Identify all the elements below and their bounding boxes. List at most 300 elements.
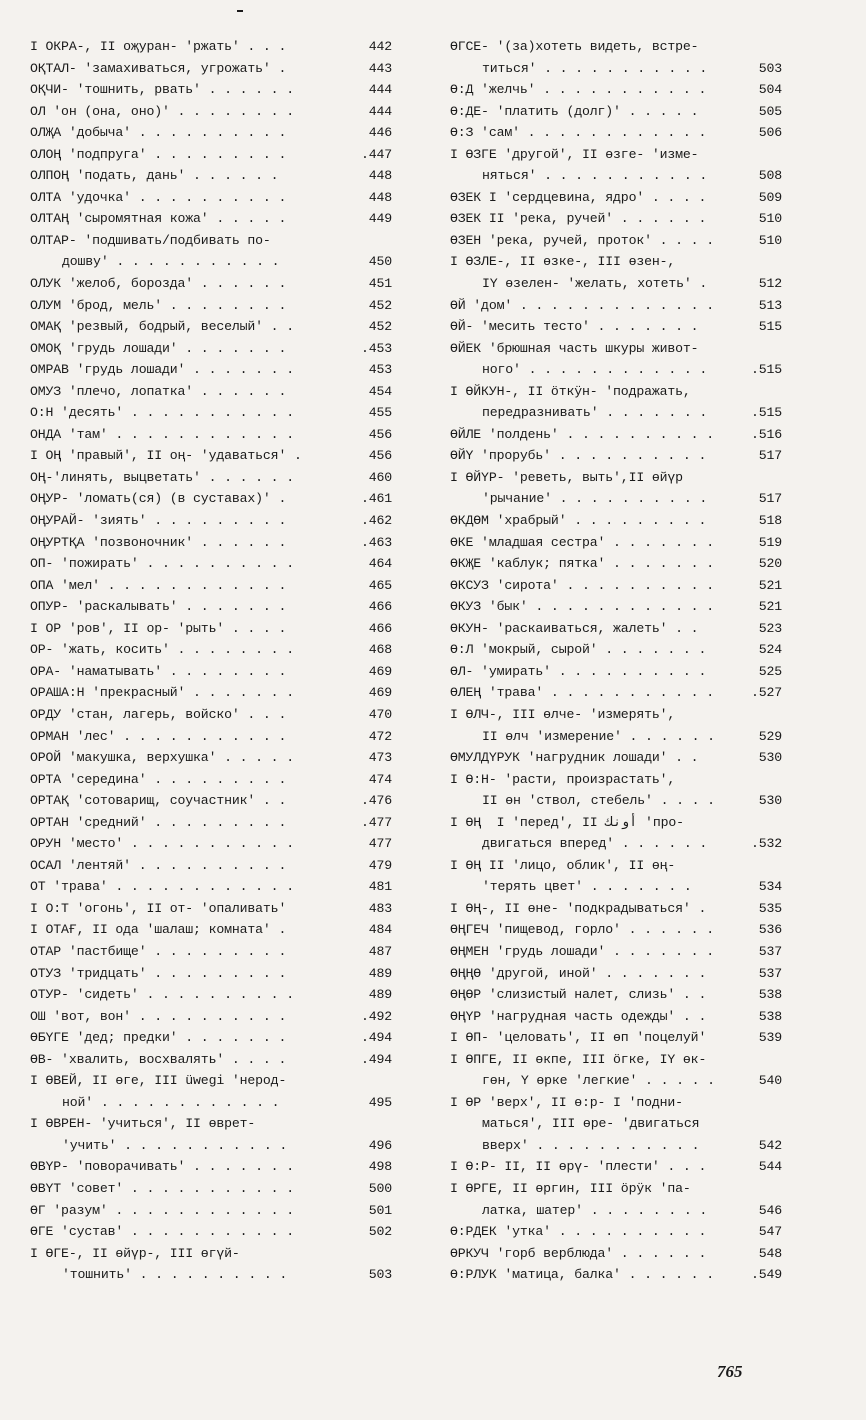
entry-text: ОСАЛ 'лентяй' . . . . . . . . . . bbox=[30, 857, 287, 873]
index-entry bbox=[450, 532, 782, 554]
index-entry bbox=[30, 1006, 392, 1028]
entry-page-ref: 512 bbox=[758, 276, 782, 292]
entry-page-ref: 506 bbox=[758, 125, 782, 141]
entry-text: ОМАҚ 'резвый, бодрый, веселый' . . bbox=[30, 319, 294, 335]
index-entry bbox=[30, 510, 392, 532]
entry-page-ref: 470 bbox=[368, 706, 392, 722]
entry-text: ОЛПОҢ 'подать, дань' . . . . . . bbox=[30, 168, 279, 184]
entry-text: ОЛТАР- 'подшивать/подбивать по- bbox=[30, 232, 271, 248]
index-entry bbox=[450, 963, 782, 985]
index-entry bbox=[30, 790, 392, 812]
entry-text: ОЛОҢ 'подпруга' . . . . . . . . . bbox=[30, 146, 287, 162]
index-entry bbox=[450, 1049, 782, 1092]
index-entry bbox=[30, 726, 392, 748]
index-entry bbox=[30, 919, 392, 941]
index-entry bbox=[30, 58, 392, 80]
index-entry bbox=[450, 316, 782, 338]
entry-text: ӨҢӨР 'слизистый налет, слизь' . . bbox=[450, 987, 707, 1003]
entry-text: ОРТАН 'средний' . . . . . . . . . bbox=[30, 814, 287, 830]
entry-text: ӨВҮР- 'поворачивать' . . . . . . . bbox=[30, 1159, 294, 1175]
entry-text: 'учить' . . . . . . . . . . . bbox=[62, 1137, 288, 1153]
entry-text: маться', III өре- 'двигаться bbox=[482, 1116, 700, 1132]
index-entry bbox=[450, 553, 782, 575]
entry-text: ӨКҖЕ 'каблук; пятка' . . . . . . . bbox=[450, 556, 714, 572]
index-entry bbox=[30, 1200, 392, 1222]
entry-page-ref: 450 bbox=[368, 254, 392, 270]
entry-page-ref: 536 bbox=[758, 922, 782, 938]
entry-page-ref: 544 bbox=[758, 1159, 782, 1175]
entry-page-ref: 473 bbox=[368, 750, 392, 766]
entry-page-ref: 444 bbox=[368, 82, 392, 98]
entry-page-ref: 469 bbox=[368, 663, 392, 679]
entry-text: ӨЙ 'дом' . . . . . . . . . . . . . bbox=[450, 297, 714, 313]
entry-page-ref: 502 bbox=[368, 1224, 392, 1240]
entry-text: I ӨЗГЕ 'другой', II өзге- 'изме- bbox=[450, 146, 699, 162]
entry-page-ref: 495 bbox=[368, 1094, 392, 1110]
entry-page-ref: 443 bbox=[368, 60, 392, 76]
index-entry bbox=[450, 769, 782, 812]
entry-text: ӨКСУЗ 'сирота' . . . . . . . . . . bbox=[450, 577, 714, 593]
index-entry bbox=[30, 359, 392, 381]
index-entry bbox=[30, 273, 392, 295]
entry-page-ref: 455 bbox=[368, 405, 392, 421]
entry-text: ӨГСЕ- '(за)хотеть видеть, встре- bbox=[450, 39, 699, 54]
index-entry bbox=[30, 876, 392, 898]
entry-text: I Ө:Н- 'расти, произрастать', bbox=[450, 771, 676, 787]
entry-page-ref: 503 bbox=[758, 60, 782, 76]
entry-text: ӨЗЕН 'река, ручей, проток' . . . . bbox=[450, 232, 714, 248]
entry-text: ӨКУЗ 'бык' . . . . . . . . . . . . bbox=[450, 599, 714, 615]
index-entry bbox=[30, 424, 392, 446]
entry-text: ОТАР 'пастбище' . . . . . . . . . bbox=[30, 943, 287, 959]
entry-text: ОРТА 'середина' . . . . . . . . . bbox=[30, 771, 287, 787]
index-entry bbox=[30, 295, 392, 317]
entry-text: ОЛТАҢ 'сыромятная кожа' . . . . . bbox=[30, 211, 287, 227]
index-entry bbox=[30, 553, 392, 575]
entry-page-ref: 539 bbox=[758, 1030, 782, 1046]
entry-page-ref: 537 bbox=[758, 965, 782, 981]
index-entry bbox=[30, 941, 392, 963]
index-entry bbox=[450, 187, 782, 209]
index-entry bbox=[30, 402, 392, 424]
entry-text: ӨМУЛДҮРУК 'нагрудник лошади' . . bbox=[450, 750, 699, 766]
entry-page-ref: 513 bbox=[758, 297, 782, 313]
entry-page-ref: 525 bbox=[758, 663, 782, 679]
entry-page-ref: 489 bbox=[368, 987, 392, 1003]
index-entry bbox=[30, 769, 392, 791]
entry-page-ref: 505 bbox=[758, 103, 782, 119]
index-entry bbox=[30, 812, 392, 834]
entry-text: II өлч 'измерение' . . . . . . bbox=[482, 728, 715, 744]
index-entry bbox=[30, 488, 392, 510]
index-entry bbox=[30, 704, 392, 726]
entry-text: ОПУР- 'раскалывать' . . . . . . . bbox=[30, 599, 287, 615]
index-entry bbox=[450, 1006, 782, 1028]
entry-text: ОЛТА 'удочка' . . . . . . . . . . bbox=[30, 189, 287, 205]
entry-text: ОРОЙ 'макушка, верхушка' . . . . . bbox=[30, 750, 294, 766]
entry-page-ref: 542 bbox=[758, 1137, 782, 1153]
entry-text: I ӨҢ II 'лицо, облик', II өң- bbox=[450, 857, 676, 873]
index-entry bbox=[30, 467, 392, 489]
entry-page-ref: 453 bbox=[368, 362, 392, 378]
index-entry bbox=[450, 984, 782, 1006]
index-column-left bbox=[30, 36, 392, 1286]
index-entry bbox=[30, 230, 392, 273]
index-entry bbox=[450, 144, 782, 187]
index-entry bbox=[450, 101, 782, 123]
entry-text: I ОТАҒ, II ода 'шалаш; комната' . bbox=[30, 922, 287, 938]
entry-text: ӨГ 'разум' . . . . . . . . . . . . bbox=[30, 1202, 294, 1218]
index-entry bbox=[450, 1221, 782, 1243]
entry-page-ref: 477 bbox=[368, 836, 392, 852]
entry-page-ref: 468 bbox=[368, 642, 392, 658]
entry-text: ОП- 'пожирать' . . . . . . . . . . bbox=[30, 556, 294, 572]
entry-page-ref: 518 bbox=[758, 513, 782, 529]
entry-text: двигаться вперед' . . . . . . bbox=[482, 836, 708, 852]
entry-page-ref: 508 bbox=[758, 168, 782, 184]
entry-page-ref: 530 bbox=[758, 793, 782, 809]
entry-text: ОРМАН 'лес' . . . . . . . . . . . bbox=[30, 728, 287, 744]
entry-text: Ө:РДЕК 'утка' . . . . . . . . . . bbox=[450, 1224, 707, 1240]
index-entry bbox=[30, 144, 392, 166]
entry-page-ref: 523 bbox=[758, 620, 782, 636]
index-entry bbox=[30, 122, 392, 144]
entry-text: передразнивать' . . . . . . . bbox=[482, 405, 708, 421]
entry-text: ӨКЕ 'младшая сестра' . . . . . . . bbox=[450, 534, 714, 550]
entry-page-ref: 484 bbox=[368, 922, 392, 938]
index-entry bbox=[450, 919, 782, 941]
index-entry bbox=[30, 984, 392, 1006]
index-entry bbox=[450, 1243, 782, 1265]
entry-text: ОМОҚ 'грудь лошади' . . . . . . . bbox=[30, 340, 287, 356]
entry-page-ref: .494 bbox=[360, 1051, 392, 1067]
entry-text: Ө:Л 'мокрый, сырой' . . . . . . . bbox=[450, 642, 707, 658]
entry-page-ref: 487 bbox=[368, 943, 392, 959]
index-entry bbox=[30, 833, 392, 855]
entry-page-ref: .476 bbox=[360, 793, 392, 809]
entry-page-ref: 535 bbox=[758, 900, 782, 916]
entry-page-ref: 529 bbox=[758, 728, 782, 744]
index-entry bbox=[450, 682, 782, 704]
index-entry bbox=[30, 1027, 392, 1049]
index-entry bbox=[450, 338, 782, 381]
index-entry bbox=[450, 1178, 782, 1221]
entry-text: ӨКУН- 'раскаиваться, жалеть' . . bbox=[450, 620, 699, 636]
entry-text: ӨЙЕК 'брюшная часть шкуры живот- bbox=[450, 340, 699, 356]
entry-page-ref: 444 bbox=[368, 103, 392, 119]
index-entry bbox=[30, 381, 392, 403]
index-entry bbox=[450, 704, 782, 747]
index-entry bbox=[30, 36, 392, 58]
entry-text: I ӨҢ-, II өне- 'подкрадываться' . bbox=[450, 900, 707, 916]
entry-text: I ОР 'ров', II ор- 'рыть' . . . . bbox=[30, 620, 287, 636]
entry-text: ОЛҖА 'добыча' . . . . . . . . . . bbox=[30, 125, 287, 141]
entry-page-ref: .515 bbox=[750, 362, 782, 378]
entry-page-ref: 465 bbox=[368, 577, 392, 593]
index-entry bbox=[30, 575, 392, 597]
index-entry bbox=[450, 79, 782, 101]
index-entry bbox=[450, 812, 782, 855]
entry-page-ref: 496 bbox=[368, 1137, 392, 1153]
index-entry bbox=[450, 596, 782, 618]
entry-text: I ӨРГЕ, II өргин, III ӧрӱк 'па- bbox=[450, 1180, 691, 1196]
entry-page-ref: 448 bbox=[368, 189, 392, 205]
entry-text: I ӨЙКУН-, II ӧткӱн- 'подражать, bbox=[450, 383, 691, 399]
entry-page-ref: 466 bbox=[368, 620, 392, 636]
entry-text: ОРА- 'наматывать' . . . . . . . . bbox=[30, 663, 287, 679]
entry-text: Ө:Д 'желчь' . . . . . . . . . . . bbox=[450, 82, 707, 98]
entry-page-ref: 474 bbox=[368, 771, 392, 787]
entry-page-ref: 540 bbox=[758, 1073, 782, 1089]
entry-text: ӨҢҮР 'нагрудная часть одежды' . . bbox=[450, 1008, 707, 1024]
index-entry bbox=[450, 1264, 782, 1286]
index-entry bbox=[30, 747, 392, 769]
entry-page-ref: 489 bbox=[368, 965, 392, 981]
index-entry bbox=[450, 230, 782, 252]
index-entry bbox=[450, 295, 782, 317]
index-entry bbox=[450, 661, 782, 683]
index-entry bbox=[450, 747, 782, 769]
top-mark bbox=[237, 10, 243, 12]
entry-text: ӨҢГЕЧ 'пищевод, горло' . . . . . . bbox=[450, 922, 714, 938]
entry-text: ОРАША:Н 'прекрасный' . . . . . . . bbox=[30, 685, 294, 701]
entry-page-ref: 524 bbox=[758, 642, 782, 658]
entry-page-ref: 519 bbox=[758, 534, 782, 550]
entry-text: ӨКДӨМ 'храбрый' . . . . . . . . . bbox=[450, 513, 707, 529]
index-entry bbox=[30, 1113, 392, 1156]
entry-text: гөн, Y өрке 'легкие' . . . . . bbox=[482, 1073, 715, 1089]
entry-text: ОРТАҚ 'сотоварищ, соучастник' . . bbox=[30, 793, 287, 809]
entry-text: ОШ 'вот, вон' . . . . . . . . . . bbox=[30, 1008, 287, 1024]
entry-page-ref: 500 bbox=[368, 1180, 392, 1196]
entry-page-ref: 547 bbox=[758, 1224, 782, 1240]
index-entry bbox=[30, 618, 392, 640]
index-entry bbox=[30, 963, 392, 985]
index-entry bbox=[30, 1049, 392, 1071]
entry-page-ref: 469 bbox=[368, 685, 392, 701]
entry-text: ОҢУРАЙ- 'зиять' . . . . . . . . . bbox=[30, 513, 287, 529]
entry-text: I ӨЛЧ-, III өлче- 'измерять', bbox=[450, 706, 676, 722]
entry-page-ref: 479 bbox=[368, 857, 392, 873]
index-entry bbox=[30, 855, 392, 877]
entry-page-ref: .463 bbox=[360, 534, 392, 550]
entry-text: ОРУН 'место' . . . . . . . . . . . bbox=[30, 836, 294, 852]
index-entry bbox=[30, 898, 392, 920]
entry-page-ref: 456 bbox=[368, 426, 392, 442]
entry-text: латка, шатер' . . . . . . . . bbox=[482, 1202, 708, 1218]
index-entry bbox=[30, 1070, 392, 1113]
entry-text: I ӨҢ I 'перед', II أونك 'про- bbox=[450, 814, 684, 830]
entry-text: Ө:РЛУК 'матица, балка' . . . . . . bbox=[450, 1267, 714, 1283]
index-entry bbox=[450, 639, 782, 661]
entry-text: вверх' . . . . . . . . . . . bbox=[482, 1137, 700, 1153]
index-entry bbox=[30, 1156, 392, 1178]
entry-page-ref: 498 bbox=[368, 1159, 392, 1175]
entry-text: ОНДА 'там' . . . . . . . . . . . . bbox=[30, 426, 294, 442]
entry-page-ref: .461 bbox=[360, 491, 392, 507]
entry-page-ref: 442 bbox=[368, 39, 392, 54]
index-entry bbox=[450, 36, 782, 79]
entry-text: I ӨЗЛЕ-, II өзке-, III өзен-, bbox=[450, 254, 676, 270]
index-entry bbox=[450, 898, 782, 920]
entry-text: ОҢУР- 'ломать(ся) (в суставах)' . bbox=[30, 491, 287, 507]
entry-page-ref: .515 bbox=[750, 405, 782, 421]
entry-text: ОР- 'жать, косить' . . . . . . . . bbox=[30, 642, 294, 658]
index-entry bbox=[30, 165, 392, 187]
entry-text: ОҢ-'линять, выцветать' . . . . . . bbox=[30, 469, 294, 485]
entry-text: ОЛ 'он (она, оно)' . . . . . . . . bbox=[30, 103, 294, 119]
index-entry bbox=[450, 618, 782, 640]
entry-text: I ӨЙҮР- 'реветь, выть',II өйүр bbox=[450, 469, 683, 485]
index-column-right bbox=[450, 36, 782, 1286]
entry-page-ref: 452 bbox=[368, 319, 392, 335]
entry-text: I ӨР 'верх', II ө:р- I 'подни- bbox=[450, 1094, 683, 1110]
entry-text: I ӨВРЕН- 'учиться', II өврет- bbox=[30, 1116, 256, 1132]
entry-page-ref: 466 bbox=[368, 599, 392, 615]
entry-text: ӨБҮГЕ 'дед; предки' . . . . . . . bbox=[30, 1030, 287, 1046]
entry-page-ref: 452 bbox=[368, 297, 392, 313]
entry-page-ref: 517 bbox=[758, 491, 782, 507]
index-entry bbox=[30, 1243, 392, 1286]
index-entry bbox=[30, 596, 392, 618]
entry-page-ref: .453 bbox=[360, 340, 392, 356]
entry-page-ref: .494 bbox=[360, 1030, 392, 1046]
entry-text: ӨЙЛЕ 'полдень' . . . . . . . . . . bbox=[450, 426, 714, 442]
index-entry bbox=[30, 661, 392, 683]
entry-page-ref: 446 bbox=[368, 125, 392, 141]
entry-page-ref: 534 bbox=[758, 879, 782, 895]
entry-page-ref: 449 bbox=[368, 211, 392, 227]
entry-page-ref: 521 bbox=[758, 599, 782, 615]
entry-text: ӨЙ- 'месить тесто' . . . . . . . bbox=[450, 319, 699, 335]
entry-text: ОЛУК 'желоб, борозда' . . . . . . bbox=[30, 276, 287, 292]
entry-page-ref: .492 bbox=[360, 1008, 392, 1024]
entry-page-ref: 546 bbox=[758, 1202, 782, 1218]
index-entry bbox=[450, 381, 782, 424]
entry-page-ref: 521 bbox=[758, 577, 782, 593]
entry-page-ref: 538 bbox=[758, 1008, 782, 1024]
entry-page-ref: 537 bbox=[758, 943, 782, 959]
entry-text: I ӨГЕ-, II өйүр-, III өгүй- bbox=[30, 1245, 240, 1261]
index-entry bbox=[30, 79, 392, 101]
entry-text: няться' . . . . . . . . . . . bbox=[482, 168, 708, 184]
index-entry bbox=[30, 639, 392, 661]
entry-text: ОМУЗ 'плечо, лопатка' . . . . . . bbox=[30, 383, 287, 399]
entry-text: I ОКРА-, II оҗуран- 'ржать' . . . bbox=[30, 39, 287, 54]
entry-text: титься' . . . . . . . . . . . bbox=[482, 60, 708, 76]
entry-page-ref: 510 bbox=[758, 232, 782, 248]
entry-text: ной' . . . . . . . . . . . . bbox=[62, 1094, 280, 1110]
index-entry bbox=[30, 682, 392, 704]
entry-page-ref: 530 bbox=[758, 750, 782, 766]
entry-page-ref: .532 bbox=[750, 836, 782, 852]
entry-text: ӨЗЕК I 'сердцевина, ядро' . . . . bbox=[450, 189, 707, 205]
entry-text: ӨЛ- 'умирать' . . . . . . . . . . bbox=[450, 663, 707, 679]
index-entry bbox=[450, 1027, 782, 1049]
entry-page-ref: 548 bbox=[758, 1245, 782, 1261]
entry-page-ref: 481 bbox=[368, 879, 392, 895]
entry-text: ОПА 'мел' . . . . . . . . . . . . bbox=[30, 577, 287, 593]
index-entry bbox=[450, 575, 782, 597]
entry-text: ӨВ- 'хвалить, восхвалять' . . . . bbox=[30, 1051, 287, 1067]
entry-page-ref: 448 bbox=[368, 168, 392, 184]
entry-text: II өн 'ствол, стебель' . . . . bbox=[482, 793, 715, 809]
entry-page-ref: 501 bbox=[368, 1202, 392, 1218]
entry-page-ref: .527 bbox=[750, 685, 782, 701]
index-entry bbox=[450, 1092, 782, 1157]
page-number: 765 bbox=[717, 1362, 743, 1381]
entry-page-ref: .516 bbox=[750, 426, 782, 442]
index-entry bbox=[30, 1178, 392, 1200]
index-entry bbox=[450, 510, 782, 532]
entry-text: ОТ 'трава' . . . . . . . . . . . . bbox=[30, 879, 294, 895]
entry-text: ОҚЧИ- 'тошнить, рвать' . . . . . . bbox=[30, 82, 294, 98]
entry-text: ӨҢМЕН 'грудь лошади' . . . . . . . bbox=[450, 943, 714, 959]
entry-text: ОМРАВ 'грудь лошади' . . . . . . . bbox=[30, 362, 294, 378]
index-entry bbox=[450, 122, 782, 144]
entry-page-ref: .462 bbox=[360, 513, 392, 529]
entry-page-ref: .447 bbox=[360, 146, 392, 162]
entry-page-ref: 517 bbox=[758, 448, 782, 464]
entry-page-ref: 451 bbox=[368, 276, 392, 292]
entry-page-ref: 520 bbox=[758, 556, 782, 572]
entry-text: I О:Т 'огонь', II от- 'опаливать' bbox=[30, 900, 287, 916]
entry-text: ӨЗЕК II 'река, ручей' . . . . . . bbox=[450, 211, 707, 227]
index-entry bbox=[450, 855, 782, 898]
index-entry bbox=[30, 187, 392, 209]
entry-text: ӨЙҮ 'прорубь' . . . . . . . . . . bbox=[450, 448, 707, 464]
entry-page-ref: 456 bbox=[368, 448, 392, 464]
entry-text: ӨЛЕҢ 'трава' . . . . . . . . . . . bbox=[450, 685, 714, 701]
entry-text: ӨВҮТ 'совет' . . . . . . . . . . . bbox=[30, 1180, 294, 1196]
index-entry bbox=[30, 532, 392, 554]
index-entry bbox=[450, 424, 782, 446]
entry-text: ного' . . . . . . . . . . . . bbox=[482, 362, 708, 378]
entry-text: Ө:З 'сам' . . . . . . . . . . . . bbox=[450, 125, 707, 141]
entry-text: дошву' . . . . . . . . . . . bbox=[62, 254, 280, 270]
index-entry bbox=[30, 316, 392, 338]
entry-page-ref: 509 bbox=[758, 189, 782, 205]
index-entry bbox=[450, 467, 782, 510]
entry-text: I ӨПГЕ, II өкпе, III ӧгке, IY өк- bbox=[450, 1051, 707, 1067]
index-entry bbox=[30, 101, 392, 123]
entry-text: ОЛУМ 'брод, мель' . . . . . . . . bbox=[30, 297, 287, 313]
index-entry bbox=[30, 445, 392, 467]
index-entry bbox=[30, 338, 392, 360]
entry-page-ref: 504 bbox=[758, 82, 782, 98]
entry-page-ref: 483 bbox=[368, 900, 392, 916]
entry-page-ref: .549 bbox=[750, 1267, 782, 1283]
entry-text: ӨРКУЧ 'горб верблюда' . . . . . . bbox=[450, 1245, 707, 1261]
index-entry bbox=[30, 1221, 392, 1243]
entry-text: I Ө:Р- II, II өрү- 'плести' . . . bbox=[450, 1159, 707, 1175]
index-entry bbox=[450, 941, 782, 963]
entry-page-ref: 538 bbox=[758, 987, 782, 1003]
entry-page-ref: 464 bbox=[368, 556, 392, 572]
index-entry bbox=[450, 251, 782, 294]
entry-text: Ө:ДЕ- 'платить (долг)' . . . . . bbox=[450, 103, 699, 119]
entry-text: ОРДУ 'стан, лагерь, войско' . . . bbox=[30, 706, 287, 722]
index-entry bbox=[450, 445, 782, 467]
entry-text: I ӨП- 'целовать', II өп 'поцелуй' bbox=[450, 1030, 707, 1046]
entry-page-ref: 472 bbox=[368, 728, 392, 744]
entry-text: О:Н 'десять' . . . . . . . . . . . bbox=[30, 405, 294, 421]
entry-text: ӨҢҢӨ 'другой, иной' . . . . . . . bbox=[450, 965, 707, 981]
entry-text: ОТУР- 'сидеть' . . . . . . . . . . bbox=[30, 987, 294, 1003]
entry-page-ref: .477 bbox=[360, 814, 392, 830]
entry-page-ref: 454 bbox=[368, 383, 392, 399]
entry-text: ОТУЗ 'тридцать' . . . . . . . . . bbox=[30, 965, 287, 981]
